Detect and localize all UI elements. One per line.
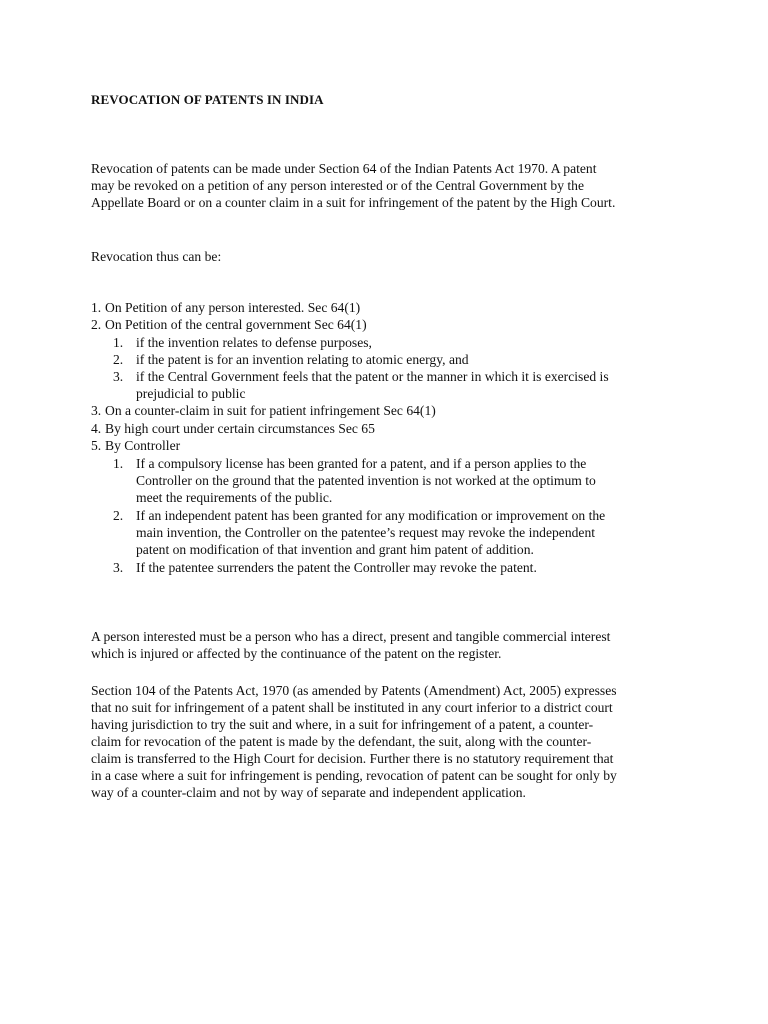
sub-list-number: 3. bbox=[113, 369, 124, 384]
lead-text: Revocation thus can be: bbox=[91, 249, 222, 264]
sub-list-text: if the Central Government feels that the patent or the manner in which it is exercised is bbox=[136, 369, 609, 384]
sub-list-number: 1. bbox=[113, 335, 124, 350]
sub-list-number: 2. bbox=[113, 508, 124, 523]
paragraph-line: that no suit for infringement of a patent shall be instituted in any court inferior to a district court bbox=[91, 700, 613, 715]
paragraph-line: A person interested must be a person who has a direct, present and tangible commercial interest bbox=[91, 629, 611, 644]
paragraph-line: claim for revocation of the patent is made by the defendant, the suit, along with the counter- bbox=[91, 734, 592, 749]
intro-line: Revocation of patents can be made under Section 64 of the Indian Patents Act 1970. A patent bbox=[91, 161, 597, 176]
person-interested-paragraph bbox=[91, 628, 610, 662]
intro-paragraph bbox=[91, 160, 615, 211]
sub-list-number: 3. bbox=[113, 560, 124, 575]
sub-list-text: patent on modification of that invention and grant him patent of addition. bbox=[136, 542, 534, 557]
list-number: 1. bbox=[91, 300, 102, 315]
lead-paragraph bbox=[91, 248, 221, 265]
sub-list-text: If an independent patent has been granted for any modification or improvement on the bbox=[136, 508, 606, 523]
sub-list-text: If the patentee surrenders the patent the Controller may revoke the patent. bbox=[136, 560, 537, 575]
intro-line: may be revoked on a petition of any person interested or of the Central Government by the bbox=[91, 178, 584, 193]
list-text: By Controller bbox=[105, 438, 181, 453]
document-title: REVOCATION OF PATENTS IN INDIA bbox=[91, 92, 324, 107]
sub-list-text: prejudicial to public bbox=[136, 386, 246, 401]
sub-list-text: Controller on the ground that the patented invention is not worked at the optimum to bbox=[136, 473, 596, 488]
paragraph-line: way of a counter-claim and not by way of separate and independent application. bbox=[91, 785, 526, 800]
sub-list-number: 2. bbox=[113, 352, 124, 367]
list-number: 3. bbox=[91, 403, 102, 418]
list-number: 2. bbox=[91, 317, 102, 332]
paragraph-line: Section 104 of the Patents Act, 1970 (as amended by Patents (Amendment) Act, 2005) expresses bbox=[91, 683, 617, 698]
list-text: On Petition of the central government Sec 64(1) bbox=[105, 317, 367, 332]
sub-list-text: if the invention relates to defense purposes, bbox=[136, 335, 372, 350]
list-text: By high court under certain circumstances Sec 65 bbox=[105, 421, 375, 436]
paragraph-line: having jurisdiction to try the suit and where, in a suit for infringement of a patent, a counter- bbox=[91, 717, 594, 732]
section-104-paragraph bbox=[91, 682, 617, 801]
sub-list-text: if the patent is for an invention relating to atomic energy, and bbox=[136, 352, 469, 367]
list-number: 4. bbox=[91, 421, 102, 436]
paragraph-line: in a case where a suit for infringement is pending, revocation of patent can be sought for only by bbox=[91, 768, 617, 783]
intro-line: Appellate Board or on a counter claim in a suit for infringement of the patent by the High Court. bbox=[91, 195, 616, 210]
paragraph-line: claim is transferred to the High Court for decision. Further there is no statutory requirement that bbox=[91, 751, 614, 766]
list-text: On Petition of any person interested. Sec 64(1) bbox=[105, 300, 361, 315]
sub-list-text: If a compulsory license has been granted for a patent, and if a person applies to the bbox=[136, 456, 587, 471]
list-number: 5. bbox=[91, 438, 102, 453]
sub-list-text: meet the requirements of the public. bbox=[136, 490, 333, 505]
sub-list-number: 1. bbox=[113, 456, 124, 471]
sub-list-text: main invention, the Controller on the patentee’s request may revoke the independent bbox=[136, 525, 596, 540]
list-text: On a counter-claim in suit for patient infringement Sec 64(1) bbox=[105, 403, 436, 418]
paragraph-line: which is injured or affected by the continuance of the patent on the register. bbox=[91, 646, 502, 661]
